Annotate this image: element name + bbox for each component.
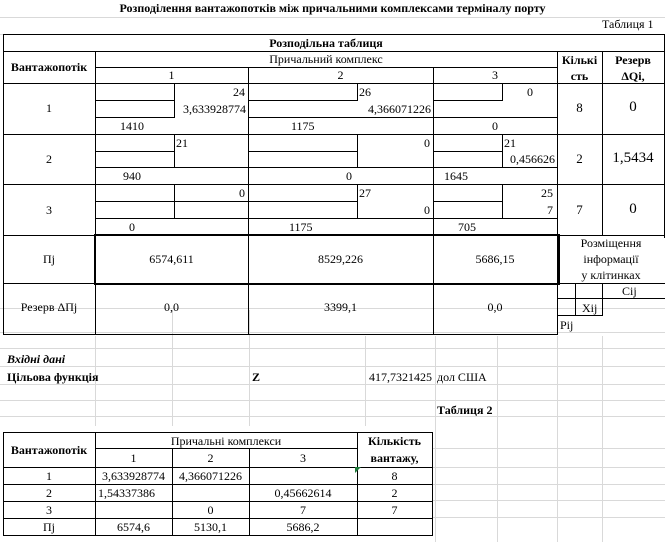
legend-pij: Pij [560,318,574,332]
cell-3-2-p[interactable]: 1175 [289,220,313,234]
t2-header-cargo-flow: Вантажопотік [10,443,88,457]
t2-header-berth-1: 1 [130,451,137,465]
row-2-label: 2 [46,152,52,166]
pj-value-1: 6574,611 [149,252,194,266]
header-count: Кількі сть [561,53,598,83]
t2-cell-2-3[interactable]: 0,45662614 [274,486,332,500]
input-data-label: Вхідні дані [7,352,66,366]
cell-2-3-p[interactable]: 1645 [444,169,468,183]
t2-cell-3-2[interactable]: 0 [207,503,214,517]
t2-row-1-label: 1 [46,469,52,483]
t2-pj-value-2: 5130,1 [194,520,227,534]
t2-cell-1-2[interactable]: 4,366071226 [179,469,242,483]
header-berth-1: 1 [168,68,175,82]
cell-1-2-p[interactable]: 1175 [291,119,315,133]
t2-pj-label: Пj [43,520,55,534]
z-label: Z [252,370,261,384]
t2-header-berth-2: 2 [207,451,214,465]
pj-value-2: 8529,226 [318,252,363,266]
row-2-reserve: 1,5434 [612,150,654,166]
cell-2-2-p[interactable]: 0 [346,169,352,183]
objective-label: Цільова функція [7,370,99,384]
row-2-count: 2 [576,151,583,166]
z-value[interactable]: 417,7321425 [369,370,432,384]
page-title: Розподілення вантажопотків між причальними комплексами терміналу порту [119,1,546,15]
t2-row-1-count: 8 [391,469,398,483]
t2-cell-1-1[interactable]: 3,633928774 [102,469,165,483]
header-cargo-flow: Вантажопотік [10,60,88,74]
cell-1-3-cost[interactable]: 0 [527,85,533,99]
t2-row-2-label: 2 [46,486,52,500]
cell-3-2-cost[interactable]: 27 [359,186,371,200]
cell-3-1-cost[interactable]: 0 [239,186,245,200]
reserve-pj-label: Резерв ΔПj [20,300,78,314]
reserve-pj-value-1: 0,0 [164,300,179,314]
header-reserve: Резерв ΔQi, [615,53,651,83]
row-1-reserve: 0 [629,99,637,115]
cell-3-2-x[interactable]: 0 [424,203,430,217]
cell-1-1-p[interactable]: 1410 [120,119,144,133]
reserve-pj-value-3: 0,0 [487,300,503,314]
legend-text-1: Розміщення [580,236,642,250]
table1-label: Таблиця 1 [602,17,654,31]
cell-2-3-cost[interactable]: 21 [504,136,516,150]
header-berth-complex: Причальний комплекс [269,52,383,66]
t2-pj-value-1: 6574,6 [117,520,150,534]
cell-3-3-x[interactable]: 7 [547,203,553,217]
distribution-table-title: Розподільна таблиця [269,36,383,50]
reserve-pj-value-2: 3399,1 [324,300,357,314]
cell-2-2-cost[interactable]: 0 [424,136,430,150]
cell-3-3-p[interactable]: 705 [458,220,476,234]
row-3-label: 3 [46,203,52,217]
pj-value-3: 5686,15 [475,252,515,266]
cell-2-1-cost[interactable]: 21 [176,136,188,150]
legend-text-2: інформації [583,252,639,266]
cell-1-1-cost[interactable]: 24 [233,85,245,99]
cell-3-3-cost[interactable]: 25 [541,186,553,200]
cell-3-1-p[interactable]: 0 [129,220,135,234]
t2-cell-3-3[interactable]: 7 [300,503,306,517]
cell-1-2-x[interactable]: 4,366071226 [368,102,431,116]
pj-label: Пj [43,252,55,266]
row-3-count: 7 [576,202,583,217]
cell-2-3-x[interactable]: 0,456626 [510,152,555,166]
cell-1-3-p[interactable]: 0 [492,119,498,133]
row-3-reserve: 0 [629,201,637,217]
t2-header-count-2: вантажу, [370,451,419,465]
legend-cij: Cij [622,284,637,298]
header-berth-2: 2 [337,68,344,82]
t2-header-berth-3: 3 [300,451,306,465]
t2-header-count-1: Кількість [368,434,421,448]
cell-1-1-x[interactable]: 3,633928774 [183,102,246,116]
t2-row-3-label: 3 [46,503,52,517]
t2-row-2-count: 2 [391,486,398,500]
t2-pj-value-3: 5686,2 [286,520,320,534]
table2-label: Таблиця 2 [437,403,493,417]
row-1-count: 8 [576,100,583,115]
t2-cell-2-1[interactable]: 1,54337386 [98,486,155,500]
cell-1-2-cost[interactable]: 26 [359,85,371,99]
legend-text-3: у клітинках [581,268,641,282]
header-berth-3: 3 [492,68,498,82]
row-1-label: 1 [46,101,52,115]
cell-2-1-p[interactable]: 940 [123,169,141,183]
legend-xij: Xij [582,301,598,315]
t2-header-berths: Причальні комплекси [170,434,282,448]
t2-row-3-count: 7 [391,503,398,517]
z-unit: дол США [437,370,487,384]
